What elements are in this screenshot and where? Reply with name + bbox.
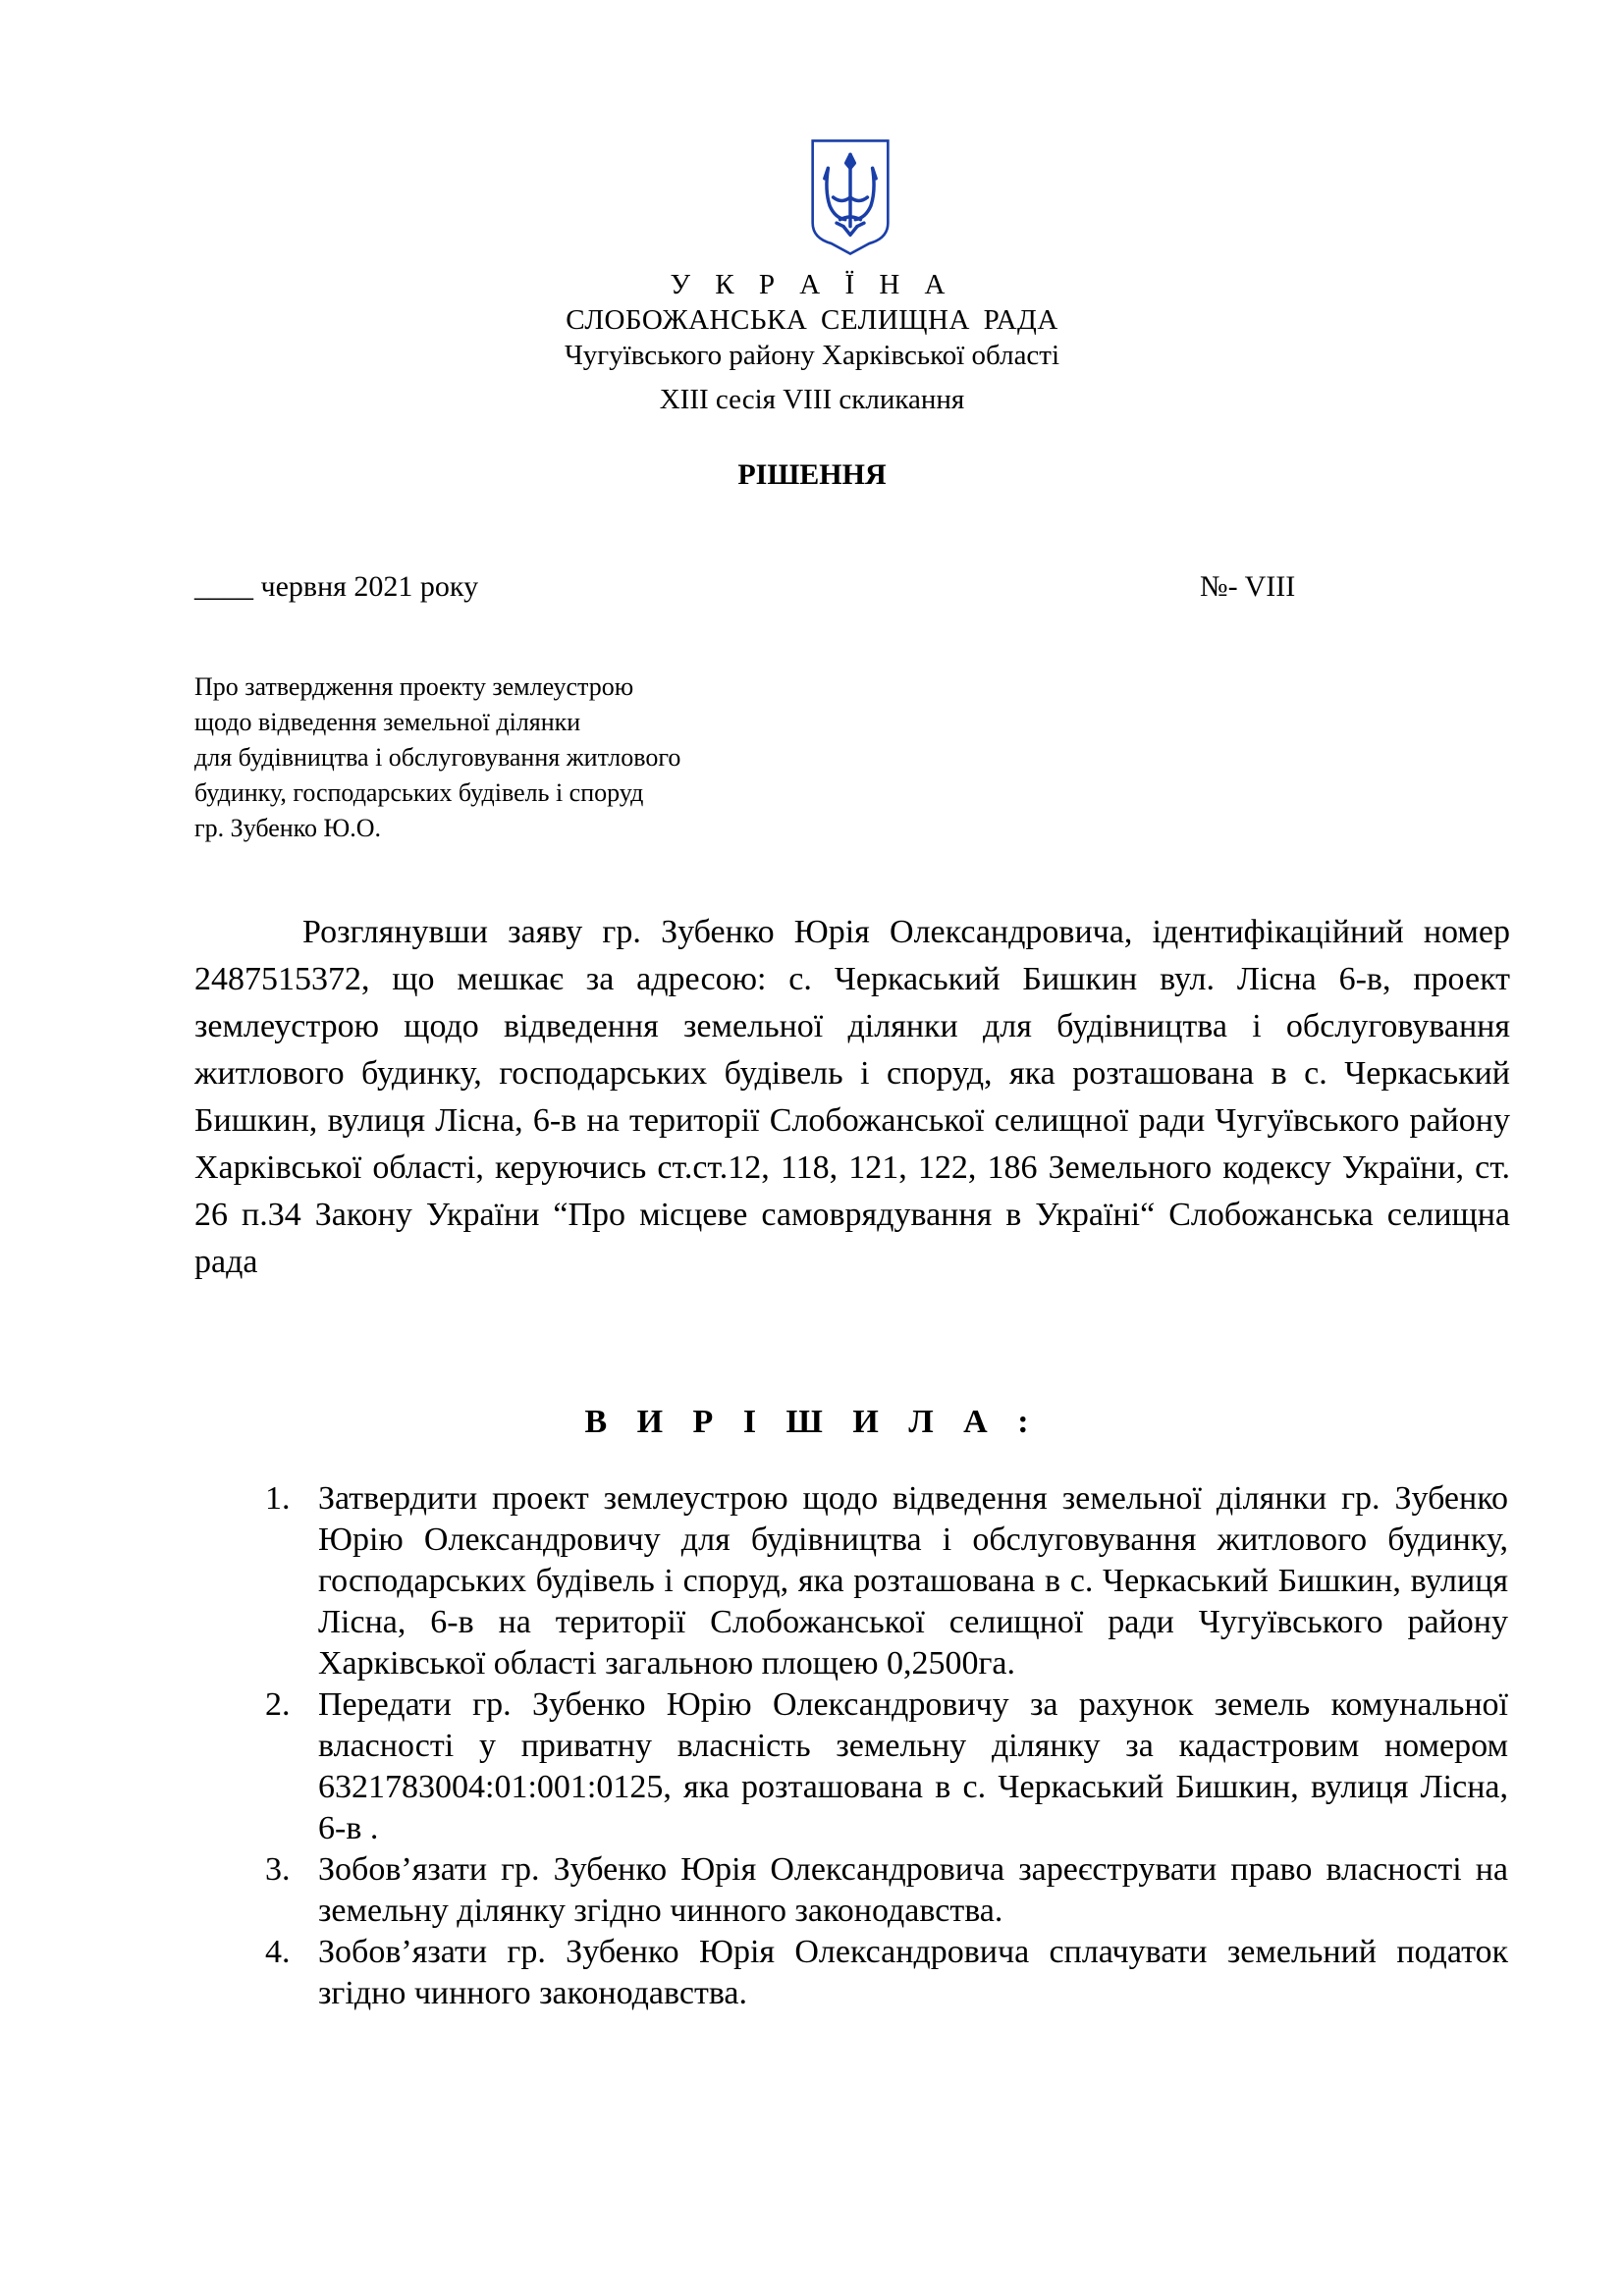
subject-line: Про затвердження проекту землеустрою — [194, 672, 634, 701]
decision-subject — [194, 669, 823, 846]
item-text: Зобов’язати гр. Зубенко Юрія Олександровича сплачувати земельний податок згідно чинного законодавства. — [318, 1934, 1508, 2011]
resolved-heading: В И Р І Ш И Л А : — [584, 1404, 1040, 1440]
item-number: 2. — [265, 1686, 291, 1723]
item-number: 1. — [265, 1480, 291, 1517]
item-number: 3. — [265, 1851, 291, 1888]
resolution-item — [265, 1849, 1508, 1932]
resolution-items — [265, 1478, 1508, 2014]
preamble-text: Розглянувши заяву гр. Зубенко Юрія Олександровича, ідентифікаційний номер 2487515372, що мешкає за адресою: с. Черкаський Бишкин вул. Лісна 6-в, проект землеустрою щодо відведення земельної ділянки для будівництва і обслуговування житлового будинку, господарських будівель і споруд, яка розташована в с. Черкаський Бишкин, вулиця Лісна, 6-в на території Слобожанської селищної ради Чугуївського району Харківської області, керуючись ст.ст.12, 118, 121, 122, 186 Земельного кодексу України, ст. 26 п.34 Закону України “Про місцеве самоврядування в Україні“ Слобожанська селищна рада — [194, 914, 1510, 1280]
resolution-item — [265, 1478, 1508, 1684]
subject-line: щодо відведення земельної ділянки — [194, 708, 581, 736]
subject-line: будинку, господарських будівель і споруд — [194, 778, 644, 807]
district-heading: Чугуївського району Харківської області — [564, 340, 1060, 371]
subject-line: для будівництва і обслуговування житлового — [194, 743, 681, 772]
resolution-item — [265, 1932, 1508, 2014]
item-text: Затвердити проект землеустрою щодо відведення земельної ділянки гр. Зубенко Юрію Олександровичу для будівництва і обслуговування житлового будинку, господарських будівель і споруд, яка розташована в с. Черкаський Бишкин, вулиця Лісна, 6-в на території Слобожанської селищної ради Чугуївського району Харківської області загальною площею 0,2500га. — [318, 1480, 1508, 1682]
council-heading: СЛОБОЖАНСЬКА СЕЛИЩНА РАДА — [566, 304, 1058, 336]
country-heading: У К Р А Ї Н А — [670, 269, 954, 300]
decision-number: №- VIII — [1200, 570, 1296, 603]
item-text: Зобов’язати гр. Зубенко Юрія Олександровича зареєструвати право власності на земельну ділянку згідно чинного законодавства. — [318, 1851, 1508, 1929]
trident-coat-of-arms-icon — [807, 137, 893, 257]
preamble-paragraph — [194, 909, 1510, 1286]
item-text: Передати гр. Зубенко Юрію Олександровичу за рахунок земель комунальної власності у приватну власність земельну ділянку за кадастровим номером 6321783004:01:001:0125, яка розташована в с. Черкаський Бишкин, вулиця Лісна, 6-в . — [318, 1686, 1508, 1846]
resolution-item — [265, 1684, 1508, 1849]
document-title: РІШЕННЯ — [737, 458, 887, 491]
subject-line: гр. Зубенко Ю.О. — [194, 814, 381, 842]
item-number: 4. — [265, 1934, 291, 1970]
decision-date: ____ червня 2021 року — [194, 570, 479, 603]
session-heading: XIII сесія VIII скликання — [659, 384, 965, 415]
